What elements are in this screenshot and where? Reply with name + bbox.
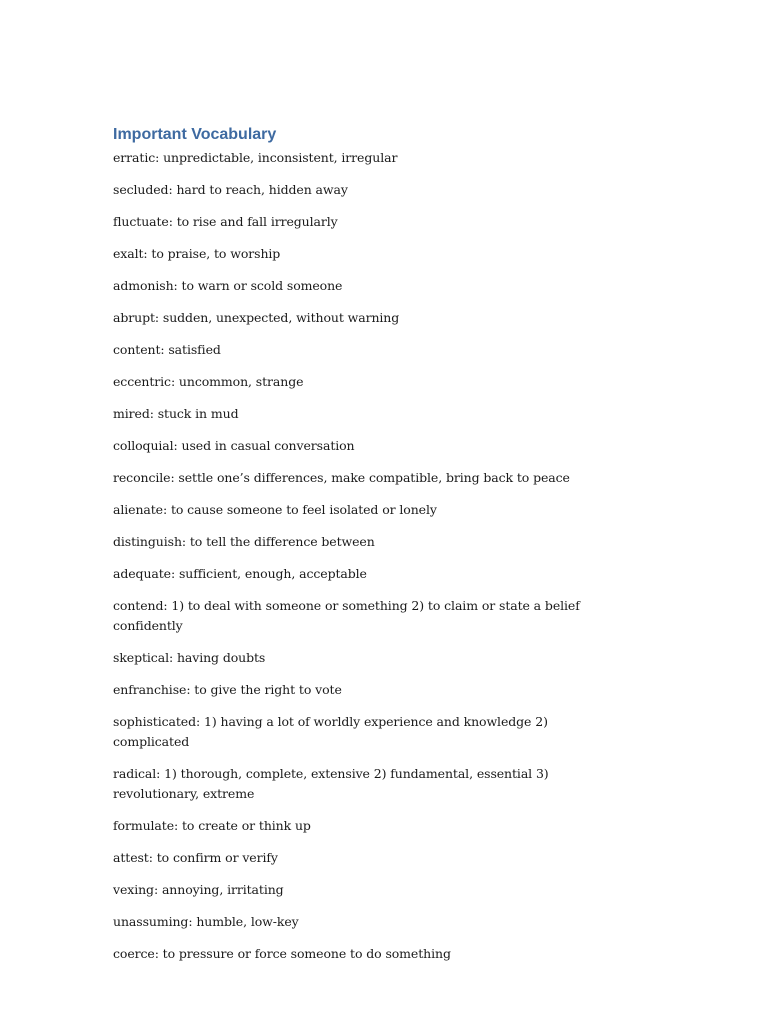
vocab-entry: enfranchise: to give the right to vote bbox=[113, 682, 342, 697]
vocab-entry: contend: 1) to deal with someone or something 2) to claim or state a belief confidently bbox=[113, 598, 580, 633]
document-page bbox=[113, 124, 653, 976]
vocab-entry: vexing: annoying, irritating bbox=[113, 882, 284, 897]
vocab-entry: distinguish: to tell the difference between bbox=[113, 534, 375, 549]
vocab-entry: admonish: to warn or scold someone bbox=[113, 278, 343, 293]
vocab-entry: abrupt: sudden, unexpected, without warning bbox=[113, 310, 400, 325]
vocab-entry: sophisticated: 1) having a lot of worldly experience and knowledge 2) complicated bbox=[113, 714, 548, 749]
vocab-entry: secluded: hard to reach, hidden away bbox=[113, 182, 348, 197]
vocab-entry: fluctuate: to rise and fall irregularly bbox=[113, 214, 338, 229]
vocab-entry: erratic: unpredictable, inconsistent, irregular bbox=[113, 150, 398, 165]
vocab-entry: eccentric: uncommon, strange bbox=[113, 374, 304, 389]
vocab-entry: content: satisfied bbox=[113, 342, 221, 357]
vocab-entry: skeptical: having doubts bbox=[113, 650, 266, 665]
vocab-entry: exalt: to praise, to worship bbox=[113, 246, 281, 261]
vocab-entry: adequate: sufficient, enough, acceptable bbox=[113, 566, 367, 581]
vocab-entry: reconcile: settle one’s differences, make compatible, bring back to peace bbox=[113, 470, 570, 485]
vocab-entry: unassuming: humble, low-key bbox=[113, 914, 299, 929]
vocab-entry: attest: to confirm or verify bbox=[113, 850, 278, 865]
vocab-entry: mired: stuck in mud bbox=[113, 406, 239, 421]
vocab-entry: formulate: to create or think up bbox=[113, 818, 311, 833]
vocab-entry: coerce: to pressure or force someone to do something bbox=[113, 946, 451, 961]
vocab-entry: radical: 1) thorough, complete, extensive 2) fundamental, essential 3) revolutionary, extreme bbox=[113, 766, 549, 801]
vocabulary-list bbox=[113, 148, 653, 964]
vocab-entry: alienate: to cause someone to feel isolated or lonely bbox=[113, 502, 437, 517]
document-title: Important Vocabulary bbox=[113, 126, 277, 143]
vocab-entry: colloquial: used in casual conversation bbox=[113, 438, 355, 453]
